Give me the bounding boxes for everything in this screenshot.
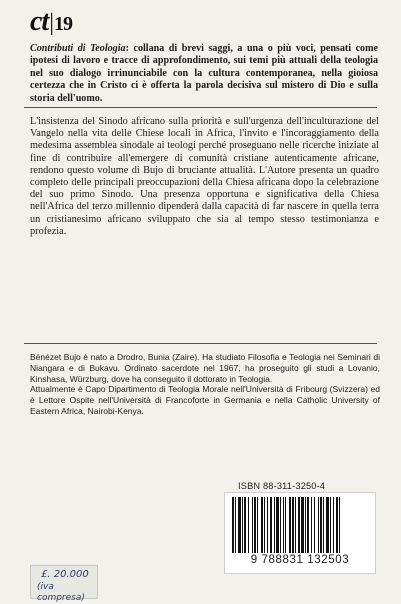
barcode-digits: 9 788831 132503	[250, 554, 350, 566]
divider-bottom	[24, 343, 377, 344]
author-bio-paragraph-2: Attualmente è Capo Dipartimento di Teologia Morale nell'Università di Fribourg (Svizzera) ed è Lettore Ospite nell'Università di Francoforte in Germania e nella Catholic University of Eastern Africa, Nairobi-Kenya.	[30, 384, 380, 416]
series-logo	[30, 6, 72, 38]
isbn-number: ISBN 88-311-3250-4	[238, 481, 326, 491]
series-description	[30, 43, 378, 105]
logo-mark: ct	[30, 6, 49, 37]
price-note: (iva compresa)	[37, 582, 85, 603]
logo-separator: |	[49, 10, 54, 36]
barcode	[224, 492, 376, 574]
description-paragraph: L'insistenza del Sinodo africano sulla priorità e sull'urgenza dell'inculturazione del Vangelo nella vita delle Chiese locali in Africa, l'invito e l'incoraggiamento della medesima assemblea sinodale ai teologi perché proseguano nelle ricerche iniziate al fine di contribuire all'emergere di comunità cristiane autenticamente africane, rendono questo volume di Bujo di bruciante attualità. L'Autore presenta un quadro completo delle principali preoccupazioni della Chiesa africana dopo la celebrazione del suo primo Sinodo. Una presenza opportuna e significativa della Chiesa nell'Africa del terzo millennio dipenderà dalla capacità di far nascere in quella terra un cristianesimo africano sviluppato che sia al tempo stesso testimonianza e profezia.	[30, 116, 379, 237]
book-description	[30, 116, 379, 238]
series-title: Contributi di Teologia	[30, 43, 126, 54]
price-amount: £. 20.000	[41, 569, 89, 580]
price-sticker	[30, 565, 98, 603]
divider-top	[24, 107, 377, 108]
series-number: 19	[54, 13, 73, 35]
series-text: : collana di brevi saggi, a una o più voci, pensati come ipotesi di lavoro e tracce di approfondimento, sui temi più attuali della teologia nel suo dialogo irrinunciabile con la cultura contemporanea, nella gioiosa certezza che in Cristo ci è offerta la parola decisiva sul mistero di Dio e sulla storia dell'uomo.	[30, 43, 378, 104]
author-bio-paragraph-1: Bénézet Bujo è nato a Drodro, Bunia (Zaire). Ha studiato Filosofia e Teologia nei Seminari di Niangara e di Bukavu. Ordinato sacerdote nel 1967, ha proseguito gli studi a Lovanio, Kinshasa, Würzburg, dove ha conseguito il dottorato in Teologia.	[30, 352, 380, 384]
barcode-bars	[230, 497, 370, 553]
author-bio	[30, 352, 380, 417]
